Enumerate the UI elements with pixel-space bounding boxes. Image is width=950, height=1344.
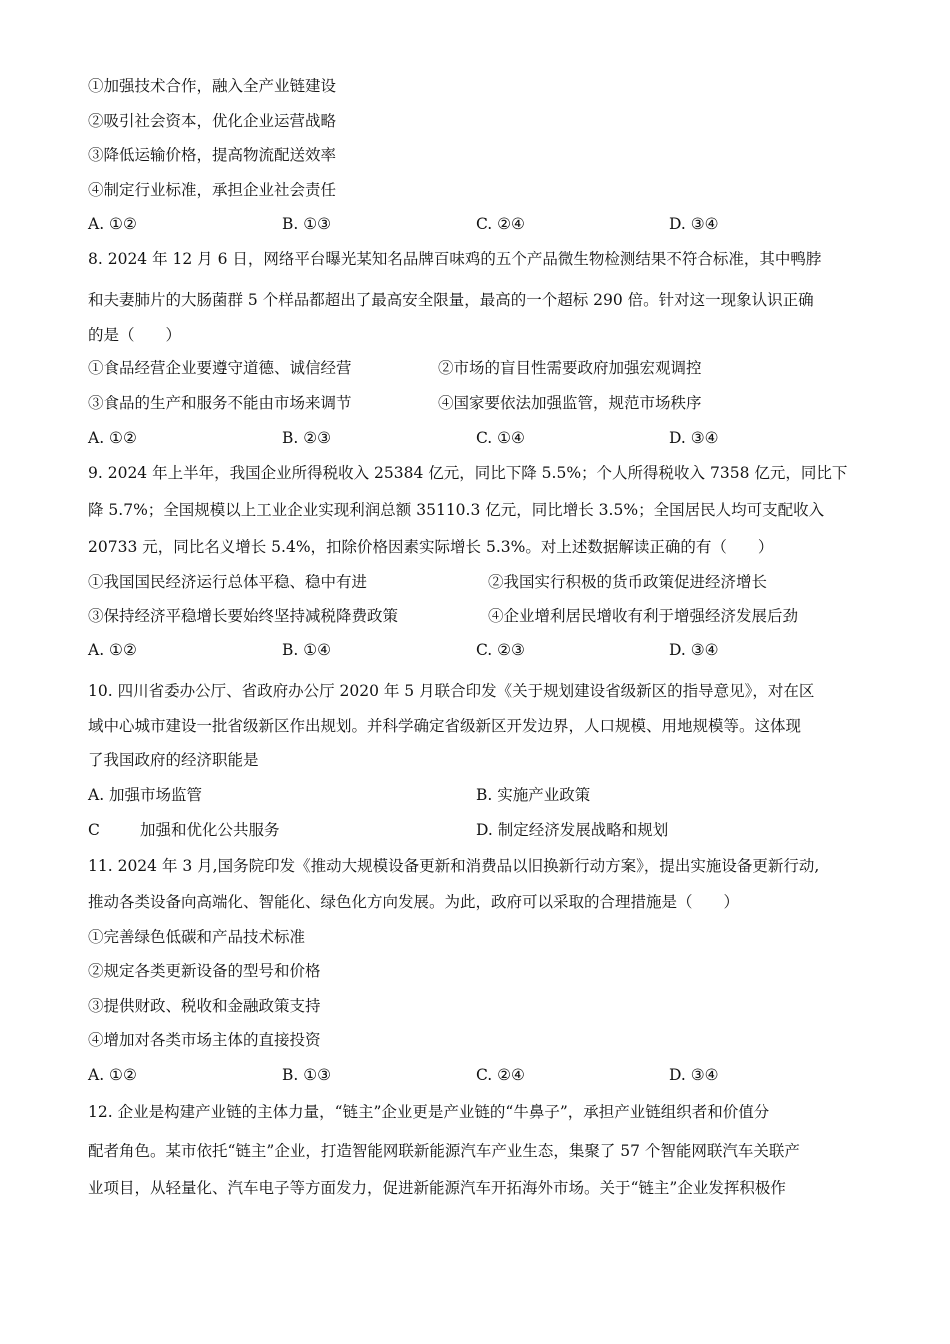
statement: ④增加对各类市场主体的直接投资	[88, 1031, 321, 1049]
statement: ②我国实行积极的货币政策促进经济增长	[488, 573, 768, 591]
question-12-text: 12. 企业是构建产业链的主体力量，“链主”企业更是产业链的“牛鼻子”，承担产业链组织者和价值分	[88, 1103, 770, 1121]
statement: ①食品经营企业要遵守道德、诚信经营	[88, 359, 352, 377]
option-b: B. ②③	[282, 429, 332, 447]
question-12-text: 配者角色。某市依托“链主”企业，打造智能网联新能源汽车产业生态，集聚了 57 个智能网联汽车关联产	[88, 1142, 800, 1160]
question-10-text: 10. 四川省委办公厅、省政府办公厅 2020 年 5 月联合印发《关于规划建设省级新区的指导意见》，对在区	[88, 682, 815, 700]
statement: ④制定行业标准，承担企业社会责任	[88, 181, 337, 199]
option-c: C. ②③	[476, 641, 525, 659]
option-a: A. ①②	[88, 641, 137, 659]
question-8-text: 和夫妻肺片的大肠菌群 5 个样品都超出了最高安全限量，最高的一个超标 290 倍。针对这一现象认识正确	[88, 291, 814, 309]
question-11-text: 推动各类设备向高端化、智能化、绿色化方向发展。为此，政府可以采取的合理措施是（ ）	[88, 893, 740, 911]
option-d: D. ③④	[669, 429, 719, 447]
option-c: C. ②④	[476, 215, 525, 233]
option-b: B. ①④	[282, 641, 332, 659]
statement: ①加强技术合作，融入全产业链建设	[88, 77, 337, 95]
option-b: B. ①③	[282, 1066, 332, 1084]
question-12-text: 业项目，从轻量化、汽车电子等方面发力，促进新能源汽车开拓海外市场。关于“链主”企业发挥积极作	[88, 1179, 786, 1197]
option-a: A. ①②	[88, 429, 137, 447]
statement: ②市场的盲目性需要政府加强宏观调控	[438, 359, 702, 377]
question-8-text: 8. 2024 年 12 月 6 日，网络平台曝光某知名品牌百味鸡的五个产品微生物检测结果不符合标准，其中鸭脖	[88, 250, 822, 268]
option-c: C. ②④	[476, 1066, 525, 1084]
statement: ①完善绿色低碳和产品技术标准	[88, 928, 306, 946]
option-b: B. 实施产业政策	[476, 786, 591, 804]
statement: ②吸引社会资本，优化企业运营战略	[88, 112, 337, 130]
question-11-text: 11. 2024 年 3 月,国务院印发《推动大规模设备更新和消费品以旧换新行动方案》，提出实施设备更新行动,	[88, 857, 820, 875]
statement: ③降低运输价格，提高物流配送效率	[88, 146, 337, 164]
option-d: D. 制定经济发展战略和规划	[476, 821, 669, 839]
option-c: 加强和优化公共服务	[140, 821, 280, 839]
option-b: B. ①③	[282, 215, 332, 233]
option-c-letter: C	[88, 821, 100, 839]
option-c: C. ①④	[476, 429, 525, 447]
question-8-text: 的是（ ）	[88, 326, 182, 344]
option-a: A. 加强市场监管	[88, 786, 203, 804]
question-9-text: 降 5.7%；全国规模以上工业企业实现利润总额 35110.3 亿元，同比增长 3.5%；全国居民人均可支配收入	[88, 501, 825, 519]
question-9-text: 20733 元，同比名义增长 5.4%，扣除价格因素实际增长 5.3%。对上述数据解读正确的有（ ）	[88, 538, 774, 556]
option-a: A. ①②	[88, 1066, 137, 1084]
statement: ④企业增利居民增收有利于增强经济发展后劲	[488, 607, 799, 625]
option-a: A. ①②	[88, 215, 137, 233]
option-d: D. ③④	[669, 1066, 719, 1084]
statement: ③保持经济平稳增长要始终坚持减税降费政策	[88, 607, 399, 625]
question-10-text: 域中心城市建设一批省级新区作出规划。并科学确定省级新区开发边界，人口规模、用地规模等。这体现	[88, 717, 802, 735]
statement: ③食品的生产和服务不能由市场来调节	[88, 394, 352, 412]
option-d: D. ③④	[669, 215, 719, 233]
statement: ①我国国民经济运行总体平稳、稳中有进	[88, 573, 368, 591]
statement: ③提供财政、税收和金融政策支持	[88, 997, 321, 1015]
question-10-text: 了我国政府的经济职能是	[88, 751, 259, 769]
question-9-text: 9. 2024 年上半年，我国企业所得税收入 25384 亿元，同比下降 5.5%；个人所得税收入 7358 亿元，同比下	[88, 464, 848, 482]
statement: ②规定各类更新设备的型号和价格	[88, 962, 321, 980]
statement: ④国家要依法加强监管，规范市场秩序	[438, 394, 702, 412]
option-d: D. ③④	[669, 641, 719, 659]
